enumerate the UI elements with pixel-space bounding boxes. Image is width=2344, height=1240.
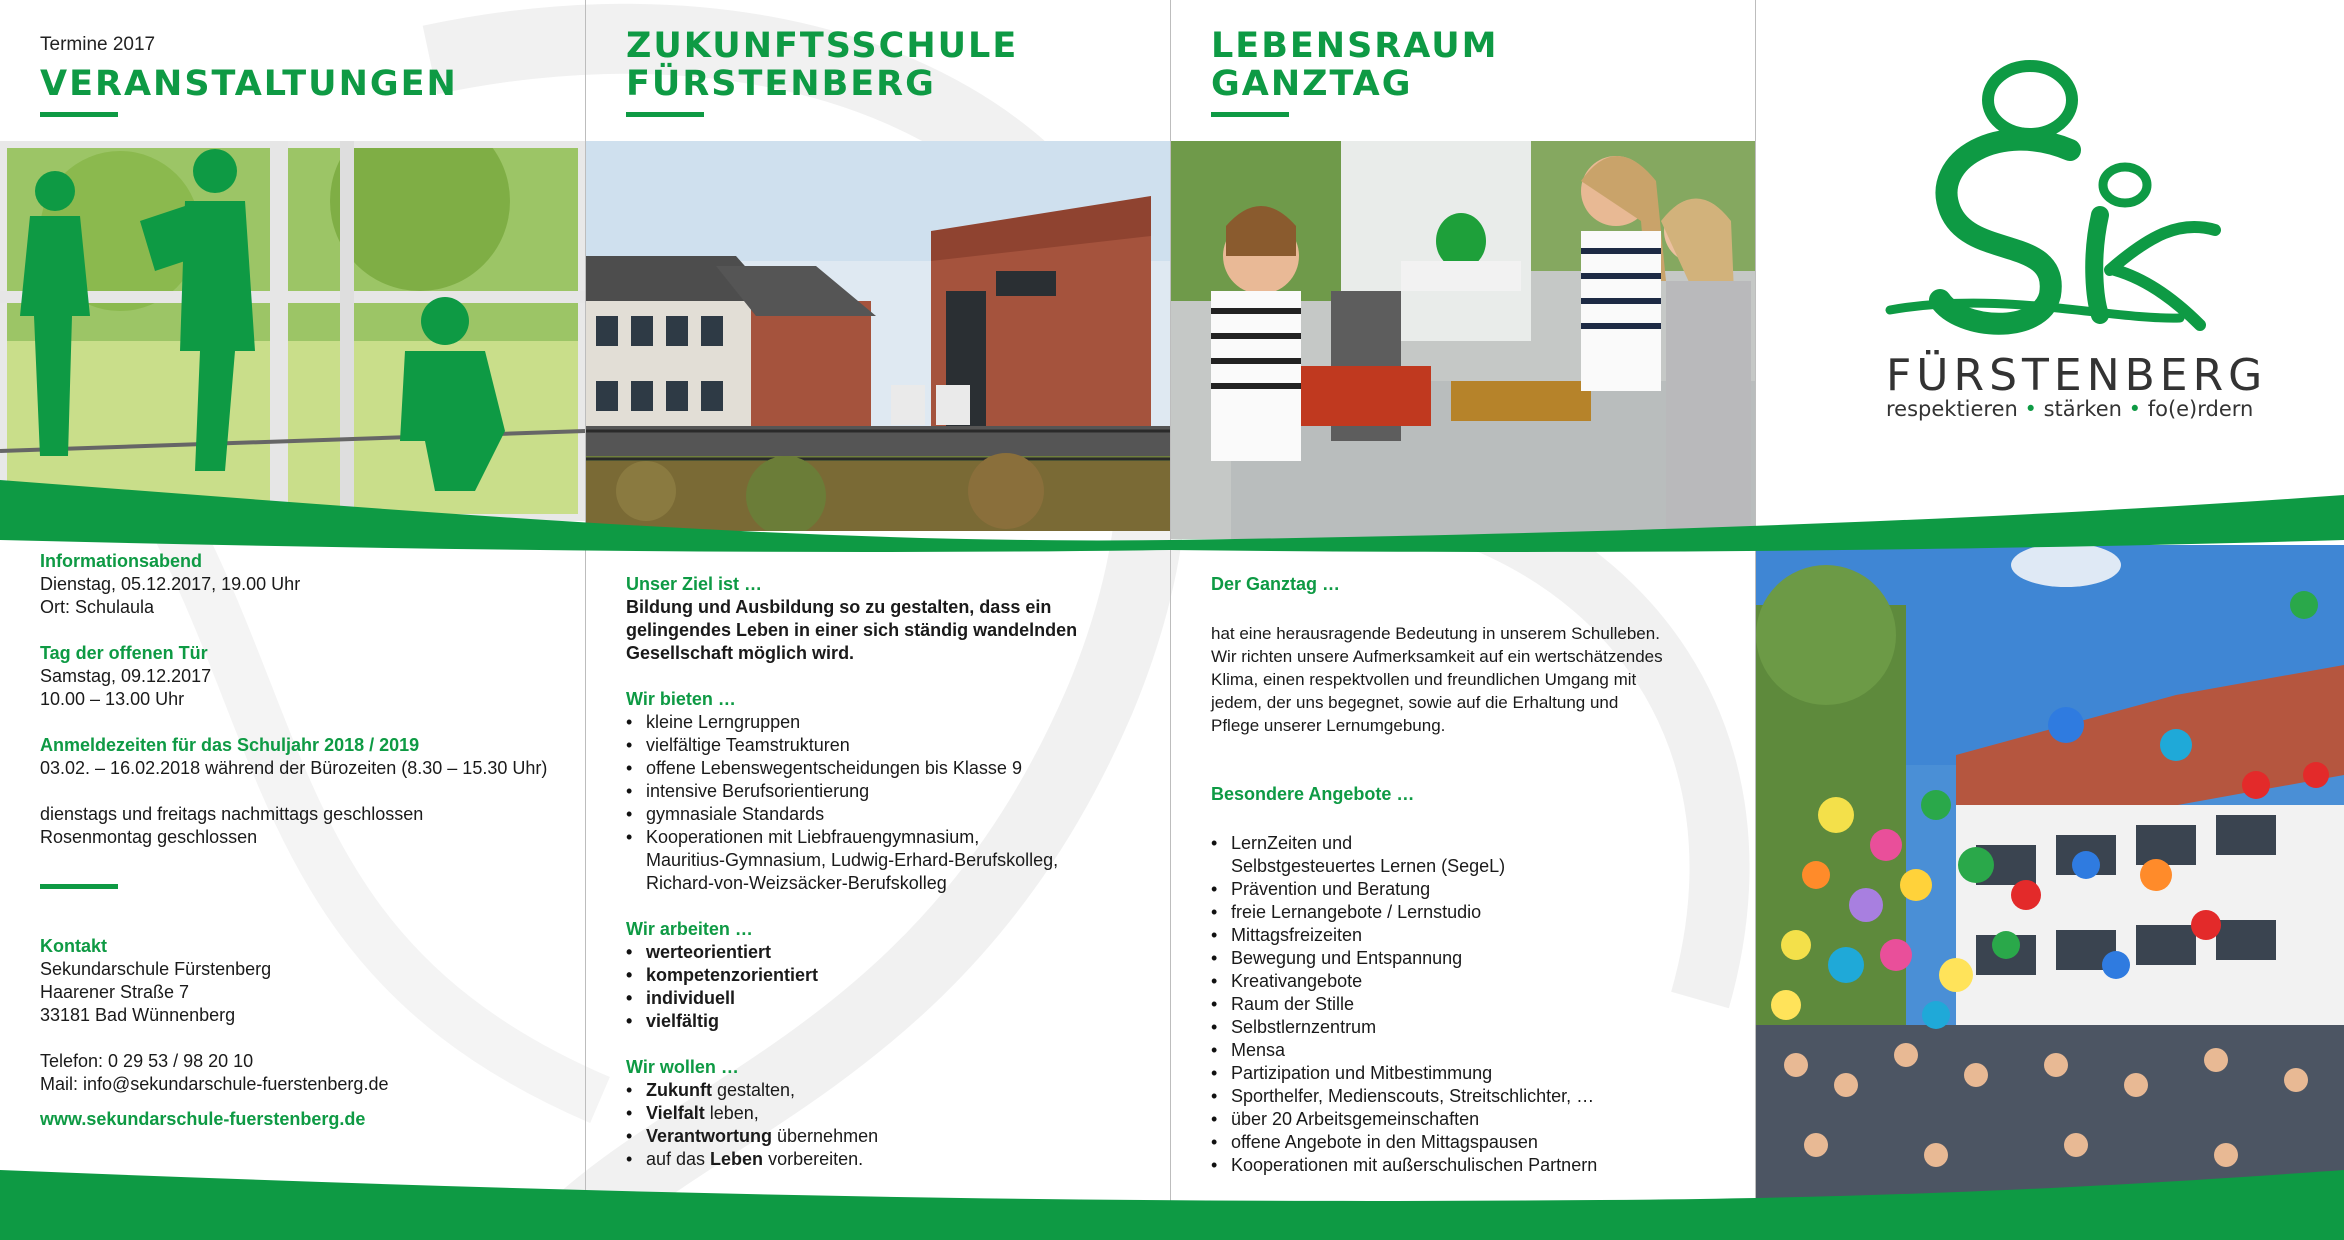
closing-note: Rosenmontag geschlossen (40, 827, 258, 847)
open-day-heading: Tag der offenen Tür (40, 643, 208, 663)
contact-city: 33181 Bad Wünnenberg (40, 1005, 236, 1025)
goal-line: Bildung und Ausbildung so zu gestalten, dass ein (626, 597, 1052, 617)
events-text (40, 550, 570, 1131)
open-day-time: 10.00 – 13.00 Uhr (40, 689, 185, 709)
goal-line: gelingendes Leben in einer sich ständig wandelnden (626, 620, 1078, 640)
students-silhouette-photo (0, 141, 585, 521)
ganztag-heading: Der Ganztag … (1211, 574, 1341, 594)
offer-heading: Wir bieten … (626, 689, 736, 709)
list-item-cont: Selbstgesteuertes Lernen (SegeL) (1231, 856, 1506, 876)
list-item: • Zukunft gestalten, (626, 1079, 1146, 1102)
ganztag-line: jedem, der uns begegnet, sowie auf die Erhaltung und (1211, 693, 1619, 712)
logo-tagline: respektieren • stärken • fo(e)rdern (1886, 397, 2254, 421)
contact-school: Sekundarschule Fürstenberg (40, 959, 272, 979)
panel-title-line2: FÜRSTENBERG (626, 64, 936, 104)
list-item: • offene Angebote in den Mittagspausen (1211, 1131, 1731, 1154)
list-item: • werteorientiert (626, 941, 1146, 964)
ganztag-line: hat eine herausragende Bedeutung in unserem Schulleben. (1211, 624, 1660, 643)
work-heading: Wir arbeiten … (626, 919, 753, 939)
future-school-text (626, 573, 1146, 1171)
want-heading: Wir wollen … (626, 1057, 739, 1077)
contact-heading: Kontakt (40, 936, 107, 956)
green-wave-band (0, 470, 2344, 560)
title-rule (626, 112, 704, 117)
panel-title-line2: GANZTAG (1211, 64, 1413, 104)
title-rule (40, 112, 118, 117)
list-item: • Selbstlernzentrum (1211, 1016, 1731, 1039)
special-offers-list (1211, 832, 1731, 855)
special-offers-heading: Besondere Angebote … (1211, 784, 1415, 804)
registration-dates: 03.02. – 16.02.2018 während der Bürozeiten (8.30 – 15.30 Uhr) (40, 758, 548, 778)
contact-street: Haarener Straße 7 (40, 982, 190, 1002)
info-evening-location: Ort: Schulaula (40, 597, 155, 617)
list-item: • über 20 Arbeitsgemeinschaften (1211, 1108, 1731, 1131)
title-rule (1211, 112, 1289, 117)
list-item: • vielfältig (626, 1010, 1146, 1033)
list-item: • Sporthelfer, Medienscouts, Streitschlichter, … (1211, 1085, 1731, 1108)
list-item: • vielfältige Teamstrukturen (626, 734, 1146, 757)
kicker: Termine 2017 (40, 34, 156, 55)
all-day-text (1211, 573, 1731, 1177)
list-item-cont: Richard-von-Weizsäcker-Berufskolleg (646, 873, 947, 893)
contact-mail[interactable]: Mail: info@sekundarschule-fuerstenberg.de (40, 1074, 389, 1094)
panel-events (0, 0, 585, 1240)
balloons-photo (1756, 545, 2344, 1210)
panel-all-day (1171, 0, 1756, 1240)
panel-title: VERANSTALTUNGEN (40, 64, 458, 104)
panel-title-line1: LEBENSRAUM (1211, 26, 1499, 66)
list-item: • LernZeiten und (1211, 832, 1731, 855)
special-offers-list-rest (1211, 878, 1731, 1177)
green-footer-wave (0, 1160, 2344, 1240)
want-list (626, 1079, 1146, 1171)
list-item: • individuell (626, 987, 1146, 1010)
panel-future-school (586, 0, 1171, 1240)
offer-list (626, 711, 1146, 849)
ganztag-line: Klima, einen respektvollen und freundlichen Umgang mit (1211, 670, 1637, 689)
list-item: • Kooperationen mit außerschulischen Partnern (1211, 1154, 1731, 1177)
list-item: • freie Lernangebote / Lernstudio (1211, 901, 1731, 924)
info-evening-heading: Informationsabend (40, 551, 203, 571)
open-day-date: Samstag, 09.12.2017 (40, 666, 212, 686)
list-item-cont: Mauritius-Gymnasium, Ludwig-Erhard-Berufskolleg, (646, 850, 1059, 870)
info-evening-date: Dienstag, 05.12.2017, 19.00 Uhr (40, 574, 301, 594)
list-item: • Mensa (1211, 1039, 1731, 1062)
logo-sk-figure-icon (1880, 60, 2240, 350)
list-item: • Vielfalt leben, (626, 1102, 1146, 1125)
list-item: • Raum der Stille (1211, 993, 1731, 1016)
list-item: • kleine Lerngruppen (626, 711, 1146, 734)
closing-note: dienstags und freitags nachmittags geschlossen (40, 804, 424, 824)
list-item: • Kooperationen mit Liebfrauengymnasium, (626, 826, 1146, 849)
list-item: • Bewegung und Entspannung (1211, 947, 1731, 970)
list-item: • Prävention und Beratung (1211, 878, 1731, 901)
list-item: • Partizipation und Mitbestimmung (1211, 1062, 1731, 1085)
work-list (626, 941, 1146, 1033)
list-item: • auf das Leben vorbereiten. (626, 1148, 1146, 1171)
ganztag-line: Pflege unserer Lernumgebung. (1211, 716, 1446, 735)
goal-heading: Unser Ziel ist … (626, 574, 763, 594)
list-item: • intensive Berufsorientierung (626, 780, 1146, 803)
list-item: • kompetenzorientiert (626, 964, 1146, 987)
list-item: • Verantwortung übernehmen (626, 1125, 1146, 1148)
logo-wordmark: FÜRSTENBERG (1886, 350, 2268, 401)
registration-heading: Anmeldezeiten für das Schuljahr 2018 / 2019 (40, 735, 420, 755)
panel-title-line1: ZUKUNFTSSCHULE (626, 26, 1019, 66)
ganztag-line: Wir richten unsere Aufmerksamkeit auf ein wertschätzendes (1211, 647, 1663, 666)
goal-line: Gesellschaft möglich wird. (626, 643, 855, 663)
list-item: • Kreativangebote (1211, 970, 1731, 993)
contact-phone: Telefon: 0 29 53 / 98 20 10 (40, 1051, 254, 1071)
list-item: • gymnasiale Standards (626, 803, 1146, 826)
list-item: • offene Lebenswegentscheidungen bis Klasse 9 (626, 757, 1146, 780)
website-link[interactable]: www.sekundarschule-fuerstenberg.de (40, 1109, 366, 1129)
list-item: • Mittagsfreizeiten (1211, 924, 1731, 947)
